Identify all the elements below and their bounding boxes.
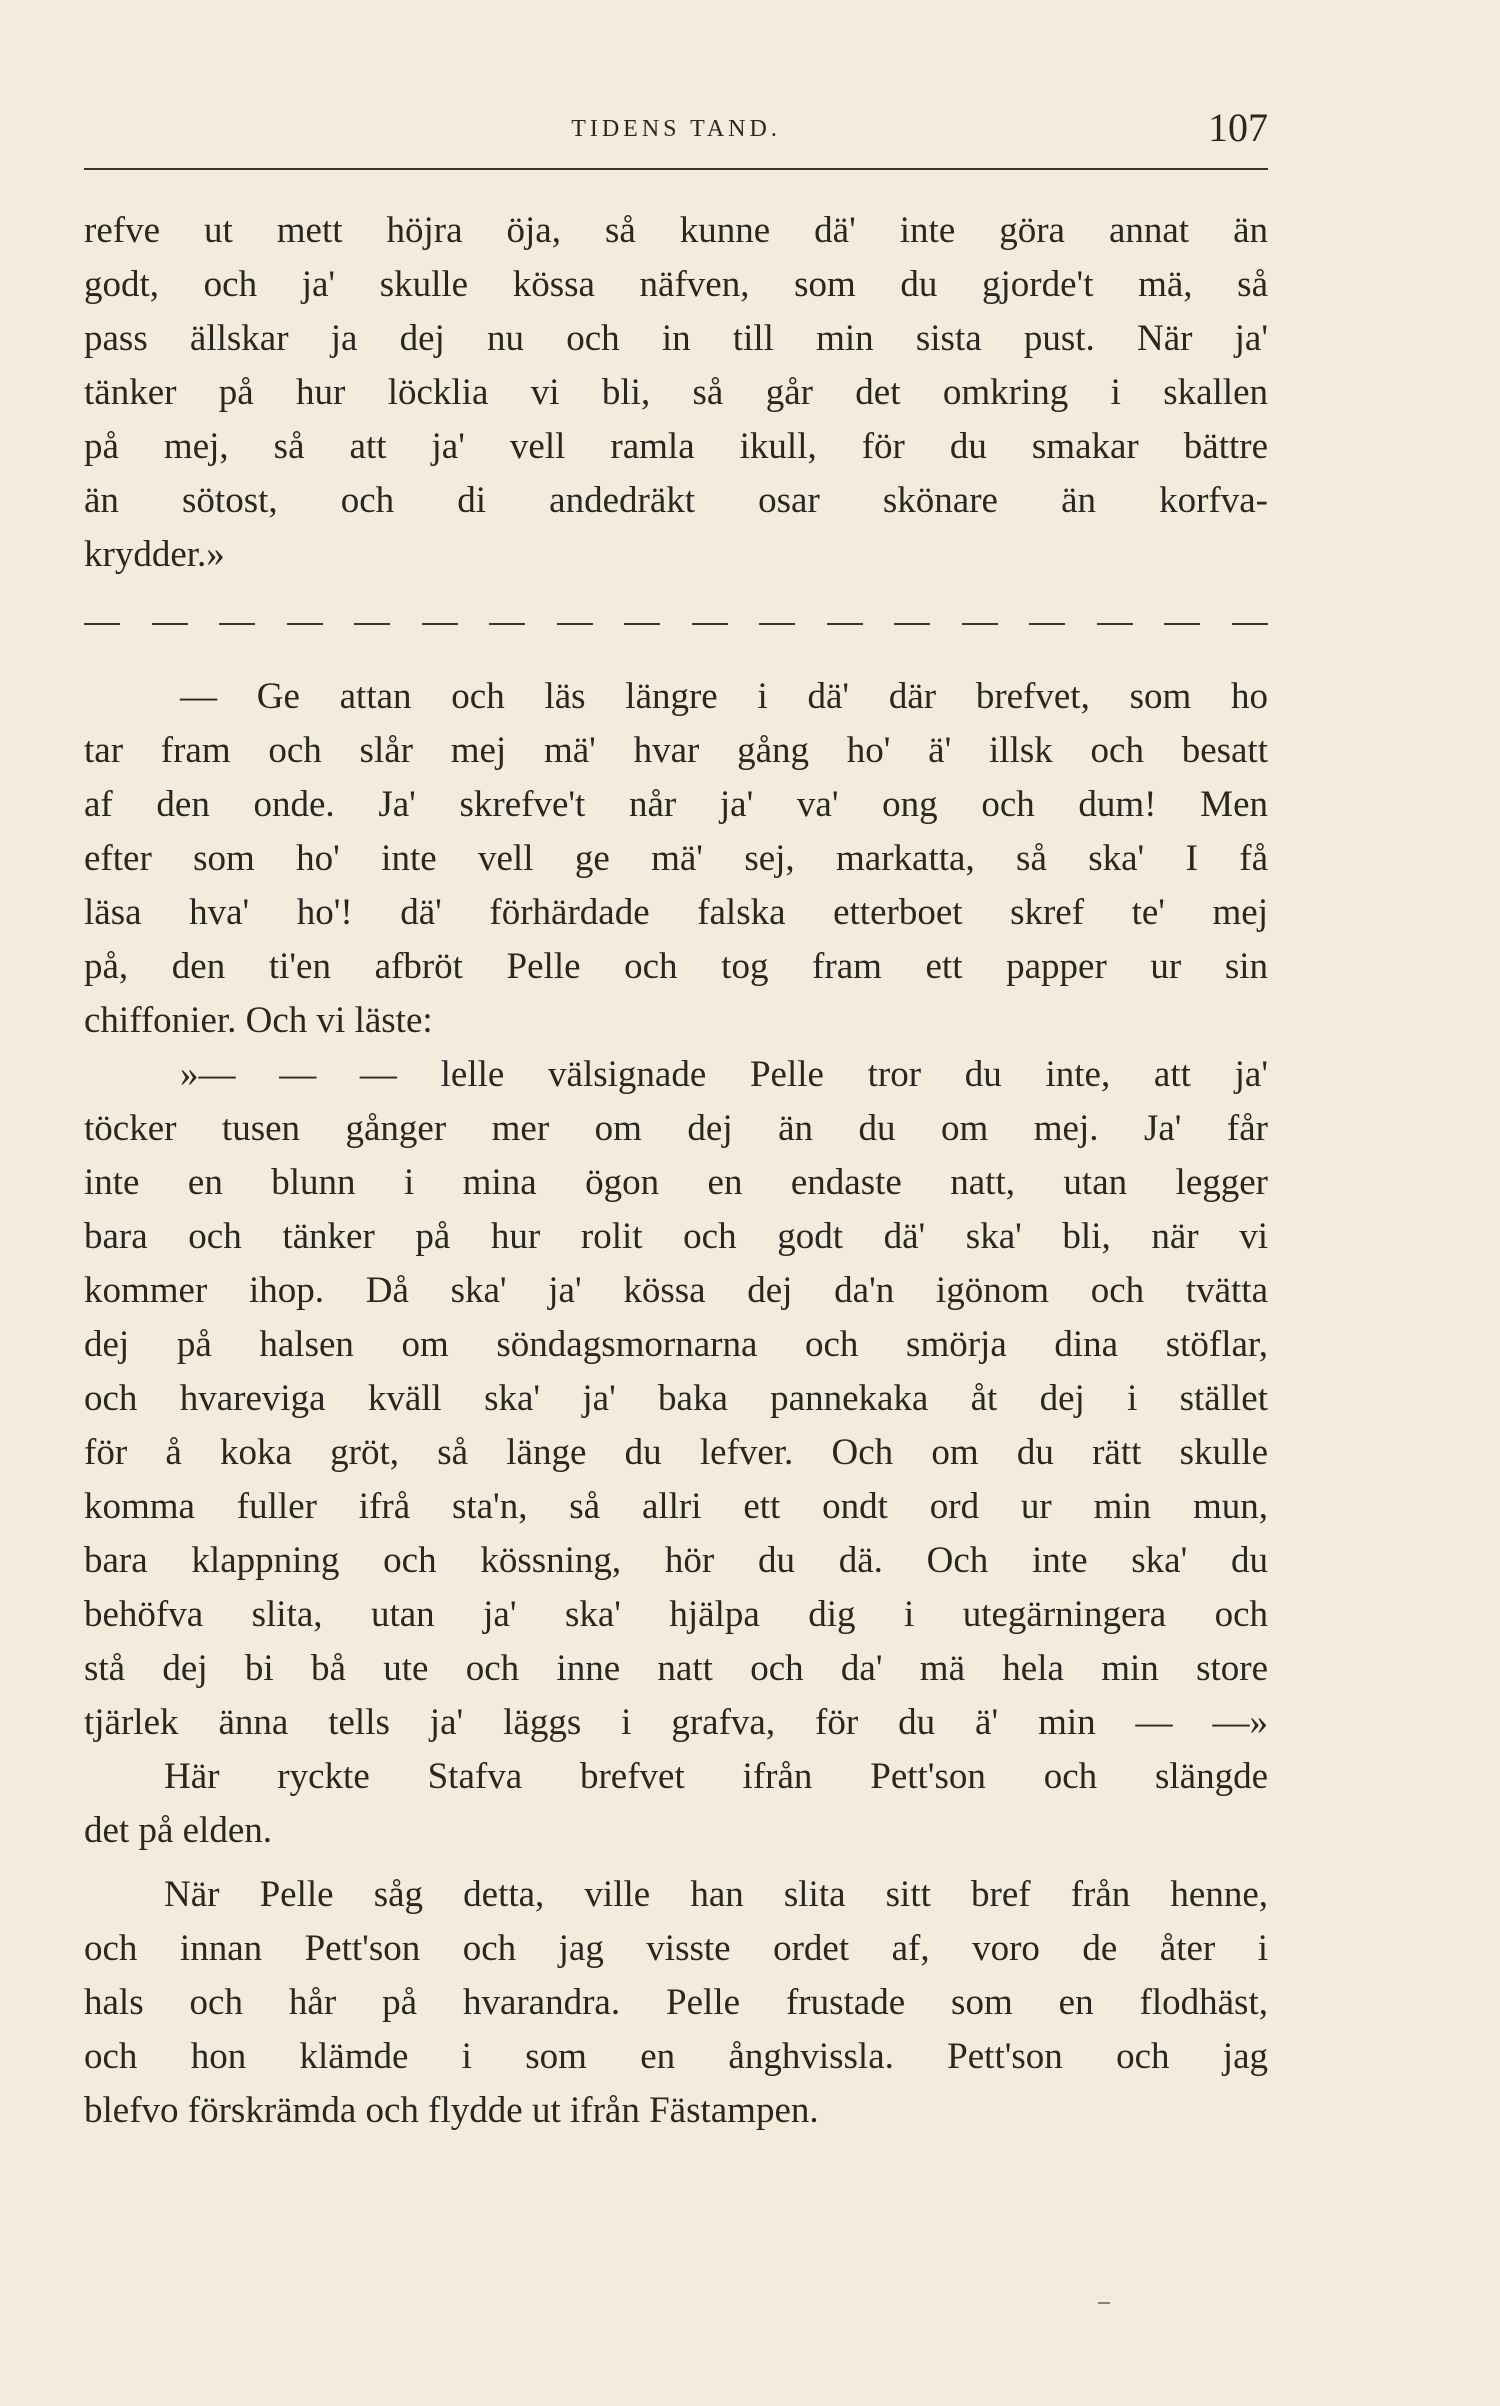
body-text (84, 204, 1268, 2138)
text-line: behöfva slita, utan ja' ska' hjälpa dig i utegärningera och (84, 1594, 1268, 1635)
text-line: efter som ho' inte vell ge mä' sej, markatta, så ska' I få (84, 838, 1268, 879)
text-line: och hvareviga kväll ska' ja' baka pannekaka åt dej i stället (84, 1378, 1268, 1419)
text-line: — Ge attan och läs längre i dä' där brefvet, som ho (180, 676, 1268, 717)
text-line: tar fram och slår mej mä' hvar gång ho' ä' illsk och besatt (84, 730, 1268, 771)
text-line: refve ut mett höjra öja, så kunne dä' inte göra annat än (84, 210, 1268, 251)
text-line: på mej, så att ja' vell ramla ikull, för du smakar bättre (84, 426, 1268, 467)
text-line: chiffonier. Och vi läste: (84, 1000, 433, 1041)
section-break-dashes (84, 606, 1268, 642)
text-line: blefvo förskrämda och flydde ut ifrån Fästampen. (84, 2090, 819, 2131)
text-line: det på elden. (84, 1810, 272, 1851)
text-line: tänker på hur löcklia vi bli, så går det omkring i skallen (84, 372, 1268, 413)
paragraph-1 (84, 204, 1268, 582)
paragraph-5 (84, 1868, 1268, 2138)
paragraph-gap (84, 1858, 1268, 1868)
text-line: pass ällskar ja dej nu och in till min sista pust. När ja' (84, 318, 1268, 359)
text-line: än sötost, och di andedräkt osar skönare än korfva- (84, 480, 1268, 521)
text-line: för å koka gröt, så länge du lefver. Och om du rätt skulle (84, 1432, 1268, 1473)
text-line: inte en blunn i mina ögon en endaste natt, utan legger (84, 1162, 1268, 1203)
text-line: stå dej bi bå ute och inne natt och da' mä hela min store (84, 1648, 1268, 1689)
paragraph-3-letter (84, 1048, 1268, 1750)
text-line: töcker tusen gånger mer om dej än du om mej. Ja' får (84, 1108, 1268, 1149)
running-title: TIDENS TAND. (571, 116, 781, 142)
text-line: När Pelle såg detta, ville han slita sitt bref från henne, (164, 1874, 1268, 1915)
running-head (84, 102, 1268, 152)
text-line: och innan Pett'son och jag visste ordet af, voro de åter i (84, 1928, 1268, 1969)
text-line: bara och tänker på hur rolit och godt dä' ska' bli, när vi (84, 1216, 1268, 1257)
text-line: Här ryckte Stafva brefvet ifrån Pett'son och slängde (164, 1756, 1268, 1797)
header-rule (84, 168, 1268, 170)
text-line: läsa hva' ho'! dä' förhärdade falska etterboet skref te' mej (84, 892, 1268, 933)
text-line: komma fuller ifrå sta'n, så allri ett ondt ord ur min mun, (84, 1486, 1268, 1527)
printer-mark (1098, 2302, 1110, 2304)
page-number: 107 (1208, 105, 1268, 150)
text-line: och hon klämde i som en ånghvissla. Pett'son och jag (84, 2036, 1268, 2077)
text-line: hals och hår på hvarandra. Pelle frustade som en flodhäst, (84, 1982, 1268, 2023)
paragraph-4 (84, 1750, 1268, 1858)
text-line: dej på halsen om söndagsmornarna och smörja dina stöflar, (84, 1324, 1268, 1365)
paragraph-2 (84, 670, 1268, 1048)
text-line: godt, och ja' skulle kössa näfven, som du gjorde't mä, så (84, 264, 1268, 305)
text-line: »— — — lelle välsignade Pelle tror du inte, att ja' (180, 1054, 1268, 1095)
text-line: på, den ti'en afbröt Pelle och tog fram ett papper ur sin (84, 946, 1268, 987)
text-line: af den onde. Ja' skrefve't når ja' va' ong och dum! Men (84, 784, 1268, 825)
text-line: kommer ihop. Då ska' ja' kössa dej da'n igönom och tvätta (84, 1270, 1268, 1311)
text-line: tjärlek änna tells ja' läggs i grafva, för du ä' min — —» (84, 1702, 1268, 1743)
text-line: bara klappning och kössning, hör du dä. Och inte ska' du (84, 1540, 1268, 1581)
text-line: krydder.» (84, 534, 225, 575)
